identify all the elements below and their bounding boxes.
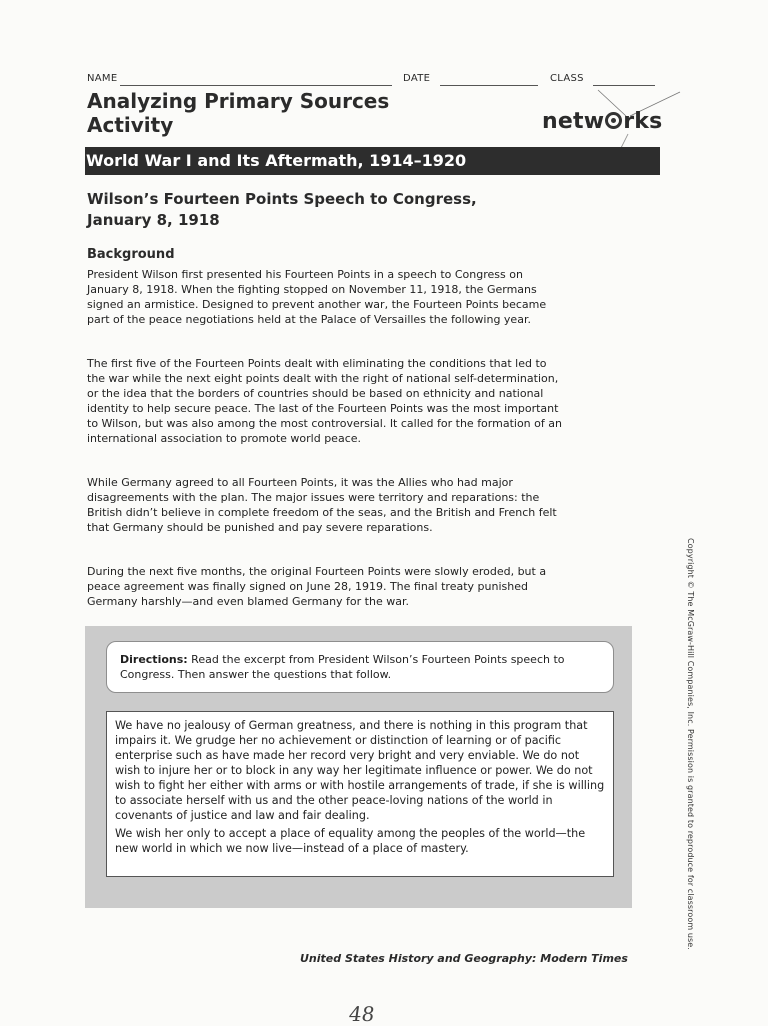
date-label: DATE bbox=[403, 73, 431, 84]
background-paragraph-1: President Wilson first presented his Fourteen Points in a speech to Congress on January 8, 1918. When the fighting stopped on November 11, 1918, the Germans signed an armistice. Designed to prevent another war, the Fourteen Points became part of the peace negotiations held at the Palace of Versailles the following year. bbox=[87, 268, 547, 326]
title-line-2: Activity bbox=[87, 113, 174, 137]
name-field[interactable] bbox=[120, 75, 392, 86]
document-title bbox=[87, 189, 607, 231]
directions-label: Directions: bbox=[120, 653, 188, 666]
document-title-line-2: January 8, 1918 bbox=[87, 211, 220, 229]
background-paragraph-4: During the next five months, the original Fourteen Points were slowly eroded, but a peace agreement was finally signed on June 28, 1919. The final treaty punished Germany harshly—and even blamed Germany for the war. bbox=[87, 565, 547, 608]
name-label: NAME bbox=[87, 73, 118, 84]
handwritten-page-number: 48 bbox=[347, 1002, 377, 1026]
class-field[interactable] bbox=[593, 75, 655, 86]
book-title-footer: United States History and Geography: Modern Times bbox=[300, 952, 628, 965]
excerpt-paragraph-2: We wish her only to accept a place of equality among the peoples of the world—the new world in which we now live—instead of a place of mastery. bbox=[115, 827, 586, 855]
directions-text bbox=[120, 652, 590, 682]
background-paragraph-3: While Germany agreed to all Fourteen Points, it was the Allies who had major disagreements with the plan. The major issues were territory and reparations: the British didn’t believe in complete freedom of the seas, and the British and French felt that Germany should be punished and pay severe reparations. bbox=[87, 476, 557, 534]
class-label: CLASS bbox=[550, 73, 584, 84]
brand-text-1: netw bbox=[542, 109, 605, 134]
background-paragraph-2: The first five of the Fourteen Points dealt with eliminating the conditions that led to the war while the next eight points dealt with the right of national self-determination, or the idea that the borders of countries should be based on ethnicity and national identity to help secure peace. The last of the Fourteen Points was the most important to Wilson, but was also among the most controversial. It called for the formation of an international association to promote world peace. bbox=[87, 357, 562, 445]
chapter-title: World War I and Its Aftermath, 1914–1920 bbox=[86, 151, 467, 170]
copyright-notice: Copyright © The McGraw-Hill Companies, Inc. Permission is granted to reproduce for classroom use. bbox=[686, 538, 695, 950]
date-field[interactable] bbox=[440, 75, 538, 86]
document-title-line-1: Wilson’s Fourteen Points Speech to Congress, bbox=[87, 190, 477, 208]
excerpt-text bbox=[115, 718, 607, 859]
excerpt-paragraph-1: We have no jealousy of German greatness, and there is nothing in this program that impairs it. We grudge her no achievement or distinction of learning or of pacific enterprise such as have made her record very bright and very enviable. We do not wish to injure her or to block in any way her legitimate influence or power. We do not wish to fight her either with arms or with hostile arrangements of trade, if she is willing to associate herself with us and the other peace-loving nations of the world in covenants of justice and law and fair dealing. bbox=[115, 719, 605, 822]
page-title bbox=[87, 89, 389, 137]
networks-logo bbox=[542, 109, 662, 134]
directions-body: Read the excerpt from President Wilson’s Fourteen Points speech to Congress. Then answer the questions that follow. bbox=[120, 653, 565, 681]
title-line-1: Analyzing Primary Sources bbox=[87, 89, 390, 113]
section-heading: Background bbox=[87, 247, 175, 262]
brand-text-2: rks bbox=[623, 109, 663, 134]
gear-icon bbox=[605, 112, 622, 129]
